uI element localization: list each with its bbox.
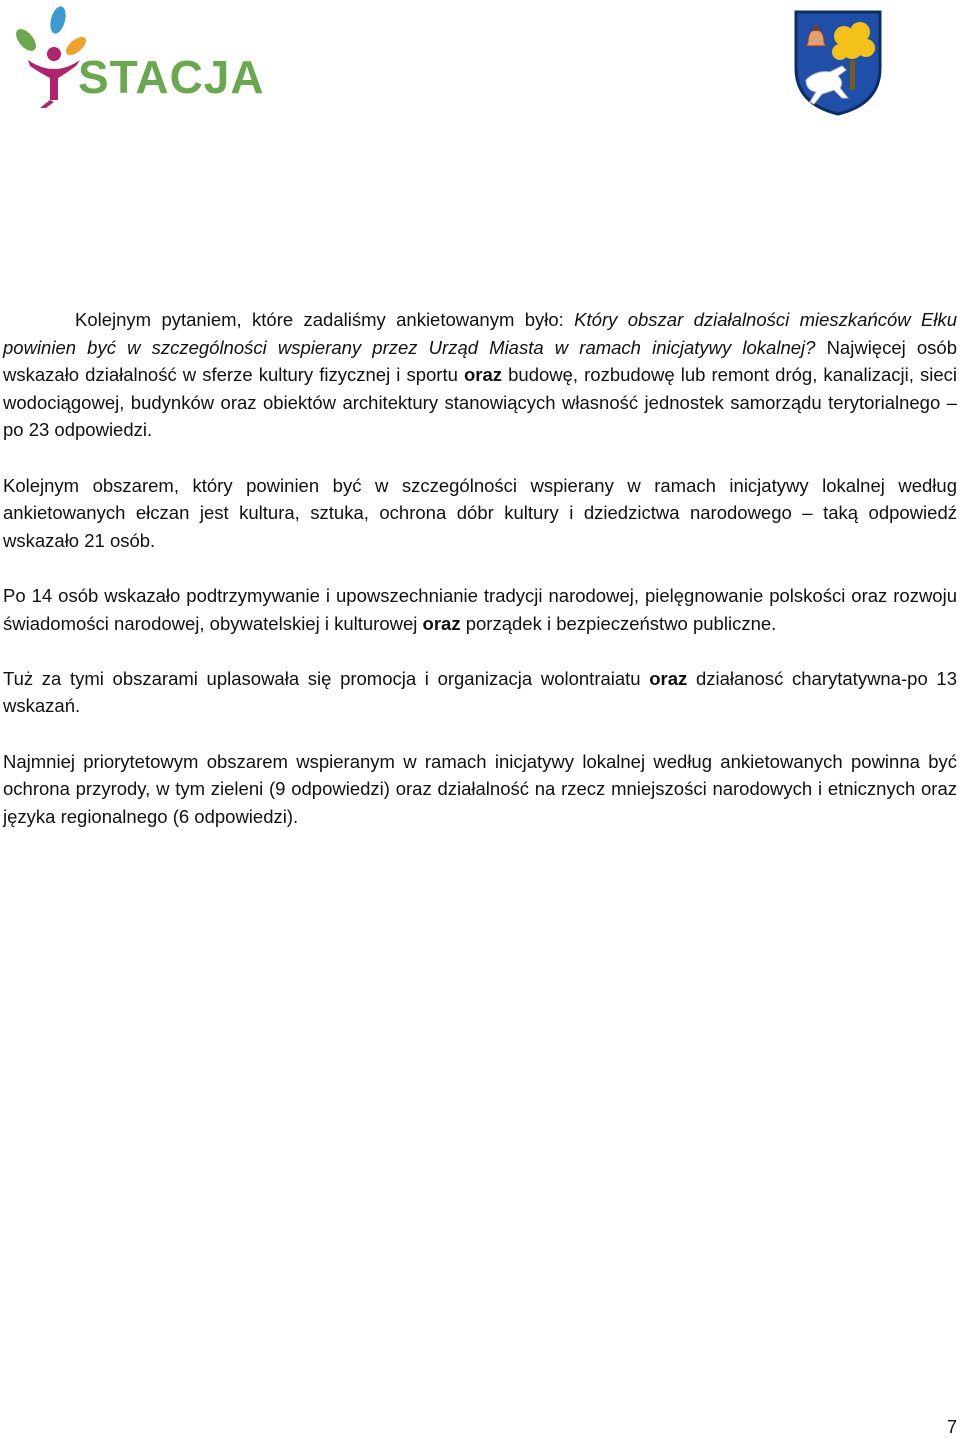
paragraph-3: Po 14 osób wskazało podtrzymywanie i upowszechnianie tradycji narodowej, pielęgnowanie polskości oraz rozwoju świadomości narodowej, obywatelskiej i kulturowej oraz porządek i bezpieczeństwo publiczne. (3, 584, 957, 634)
survey-question: Który obszar działalności mieszkańców Ełku powinien być w szczególności wspierany przez Urząd Miasta w ramach inicjatywy lokalnej? (3, 309, 957, 358)
page-number: 7 (946, 1417, 957, 1437)
paragraph-5: Najmniej priorytetowym obszarem wspieranym w ramach inicjatywy lokalnej według ankietowanych powinna być ochrona przyrody, w tym zieleni (9 odpowiedzi) oraz działalność na rzecz mniejszości narodowych i etnicznych oraz języka regionalnego (6 odpowiedzi). (3, 750, 957, 827)
stacja-logo-text: STACJA (78, 51, 265, 103)
stacja-figure-icon (6, 4, 86, 112)
document-body (3, 306, 957, 858)
paragraph-1: Kolejnym pytaniem, które zadaliśmy ankietowanym było: Który obszar działalności mieszkańców Ełku powinien być w szczególności wspierany przez Urząd Miasta w ramach inicjatywy lokalnej? Najwięcej osób wskazało działalność w sferze kultury fizycznej i sportu oraz budowę, rozbudowę lub remont dróg, kanalizacji, sieci wodociągowej, budynków oraz obiektów architektury stanowiących własność jednostek samorządu terytorialnego – po 23 odpowiedzi. (3, 309, 957, 441)
coat-of-arms-icon (792, 8, 884, 116)
paragraph-4: Tuż za tymi obszarami uplasowała się promocja i organizacja wolontraiatu oraz działanosć charytatywna-po 13 wskazań. (3, 667, 957, 717)
stacja-logo (6, 4, 265, 112)
paragraph-2: Kolejnym obszarem, który powinien być w szczególności wspierany w ramach inicjatywy lokalnej według ankietowanych ełczan jest kultura, sztuka, ochrona dóbr kultury i dziedzictwa narodowego – taką odpowiedź wskazało 21 osób. (3, 474, 957, 551)
